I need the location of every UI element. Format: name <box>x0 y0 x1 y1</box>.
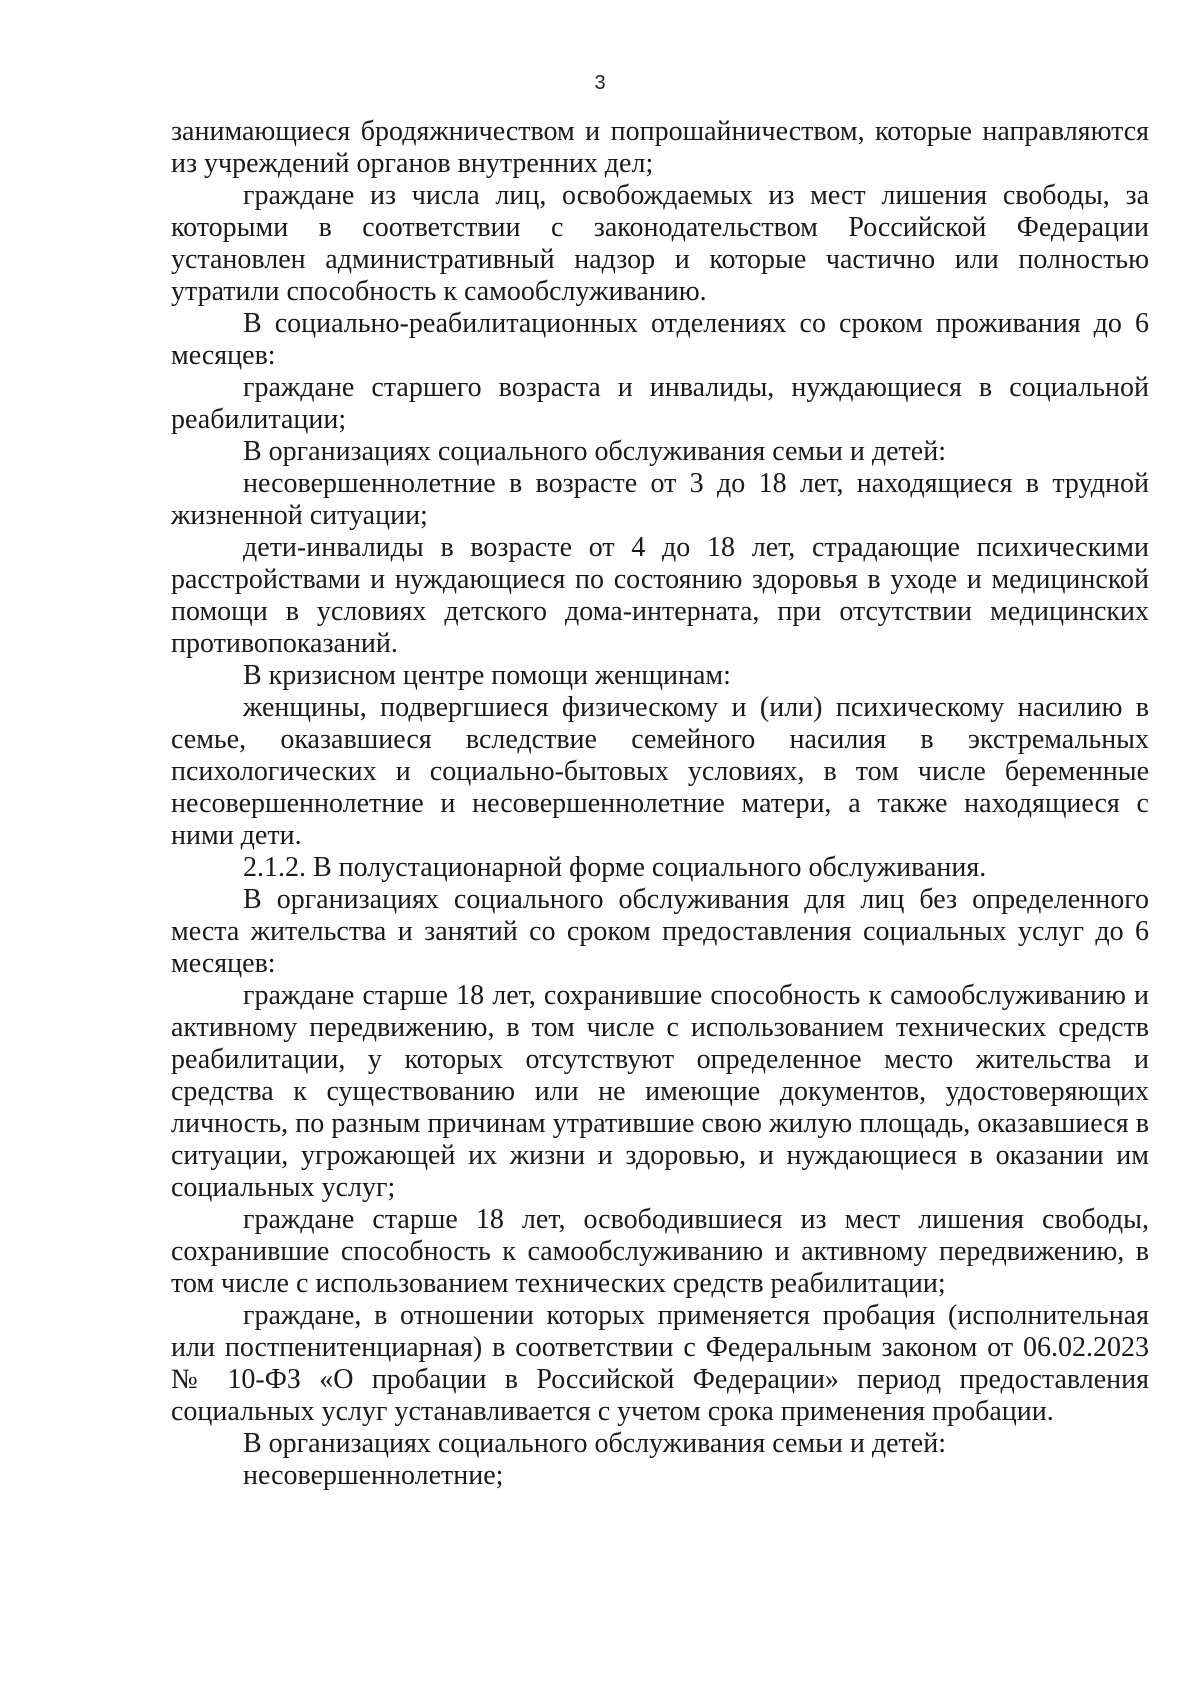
section-heading: 2.1.2. В полустационарной форме социального обслуживания. <box>243 852 987 883</box>
paragraph: В организациях социального обслуживания для лиц без определенного места жительства и занятий со сроком предоставления социальных услуг до 6 месяцев: <box>171 884 1149 979</box>
document-body <box>171 116 1149 1492</box>
page-number: 3 <box>594 72 606 94</box>
paragraph: граждане старше 18 лет, освободившиеся из мест лишения свободы, сохранившие способность к самообслуживанию и активному передвижению, в том числе с использованием технических средств реабилитации; <box>171 1204 1149 1299</box>
paragraph: В кризисном центре помощи женщинам: <box>243 660 731 691</box>
paragraph: дети-инвалиды в возрасте от 4 до 18 лет, страдающие психическими расстройствами и нуждающиеся по состоянию здоровья в уходе и медицинской помощи в условиях детского дома-интерната, при отсутствии медицинских противопоказаний. <box>171 532 1149 659</box>
paragraph: граждане, в отношении которых применяется пробация (исполнительная или постпенитенциарная) в соответствии с Федеральным законом от 06.02.2023 № 10-ФЗ «О пробации в Российской Федерации» период предоставления социальных услуг устанавливается с учетом срока применения пробации. <box>171 1300 1149 1427</box>
paragraph: граждане старшего возраста и инвалиды, нуждающиеся в социальной реабилитации; <box>171 372 1149 435</box>
paragraph: граждане старше 18 лет, сохранившие способность к самообслуживанию и активному передвижению, в том числе с использованием технических средств реабилитации, у которых отсутствуют определенное место жительства и средства к существованию или не имеющие документов, удостоверяющих личность, по разным причинам утратившие свою жилую площадь, оказавшиеся в ситуации, угрожающей их жизни и здоровью, и нуждающиеся в оказании им социальных услуг; <box>171 980 1149 1203</box>
paragraph: несовершеннолетние в возрасте от 3 до 18 лет, находящиеся в трудной жизненной ситуации; <box>171 468 1149 531</box>
paragraph: женщины, подвергшиеся физическому и (или) психическому насилию в семье, оказавшиеся вследствие семейного насилия в экстремальных психологических и социально-бытовых условиях, в том числе беременные несовершеннолетние и несовершеннолетние матери, а также находящиеся с ними дети. <box>171 692 1149 851</box>
paragraph: граждане из числа лиц, освобождаемых из мест лишения свободы, за которыми в соответствии с законодательством Российской Федерации установлен административный надзор и которые частично или полностью утратили способность к самообслуживанию. <box>171 180 1149 307</box>
paragraph: занимающиеся бродяжничеством и попрошайничеством, которые направляются из учреждений органов внутренних дел; <box>171 116 1149 179</box>
paragraph: В организациях социального обслуживания семьи и детей: <box>243 1428 946 1459</box>
paragraph: В организациях социального обслуживания семьи и детей: <box>243 436 946 467</box>
paragraph: несовершеннолетние; <box>243 1460 504 1491</box>
paragraph: В социально-реабилитационных отделениях со сроком проживания до 6 месяцев: <box>171 308 1149 371</box>
